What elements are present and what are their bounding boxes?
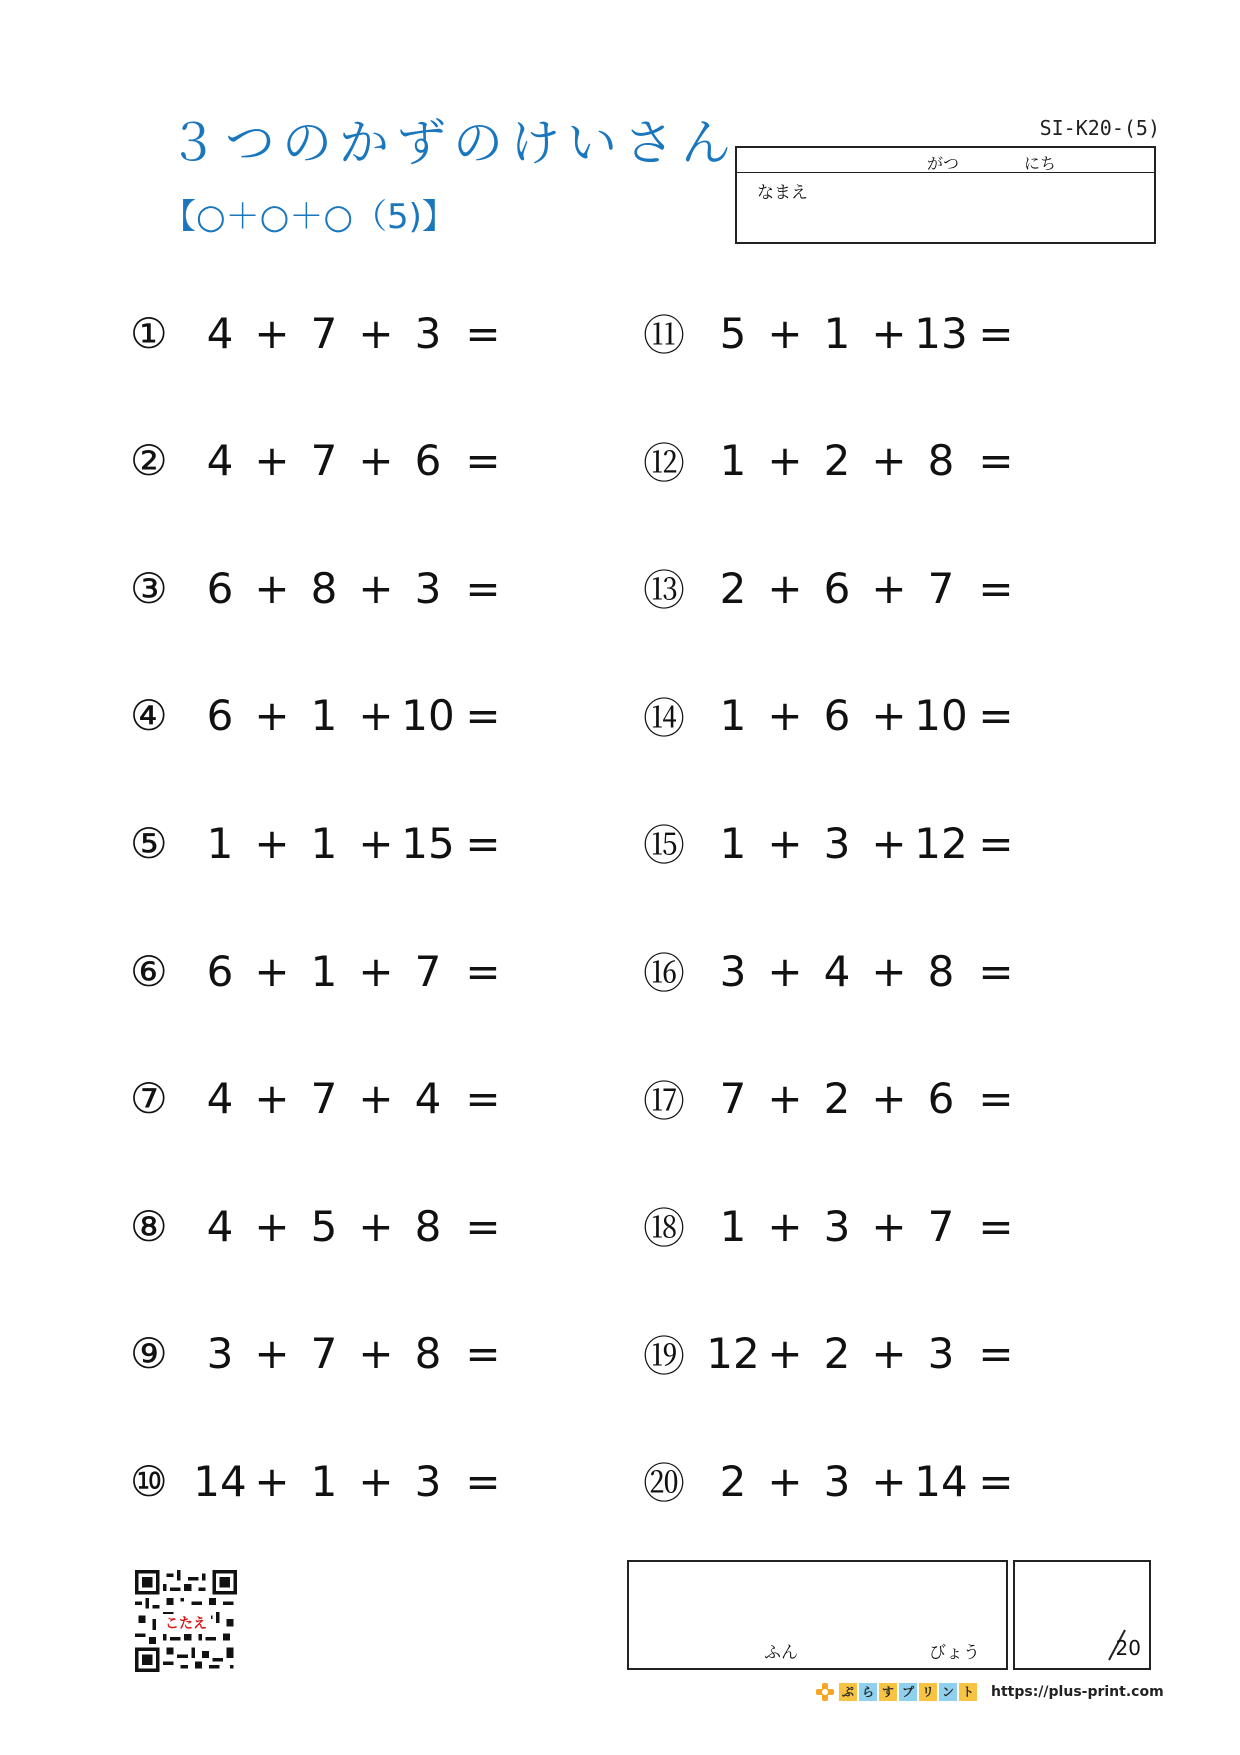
term-a: 7 (719, 1074, 747, 1124)
plus-sign: + (767, 1201, 803, 1251)
equals-sign: = (978, 1329, 1014, 1379)
month-label: がつ (927, 154, 960, 173)
plus-sign: + (358, 691, 394, 741)
term-c: 10 (401, 691, 455, 741)
plus-sign: + (767, 946, 803, 996)
term-c: 14 (914, 1456, 968, 1506)
term-a: 14 (193, 1456, 247, 1506)
minutes-label: ふん (764, 1643, 798, 1663)
term-b: 7 (310, 1074, 338, 1124)
term-a: 1 (719, 1201, 747, 1251)
term-a: 6 (206, 946, 234, 996)
worksheet-code: SI-K20-(5) (1039, 116, 1160, 140)
problem-number: ⑱ (643, 1204, 686, 1254)
brand-char: ト (959, 1683, 977, 1701)
term-b: 7 (310, 308, 338, 358)
plus-sign: + (871, 308, 907, 358)
plus-sign: + (358, 1074, 394, 1124)
problem-item (130, 1451, 508, 1511)
term-a: 6 (206, 563, 234, 613)
term-c: 3 (927, 1329, 955, 1379)
plus-sign: + (358, 563, 394, 613)
term-b: 1 (310, 946, 338, 996)
brand-char: ぷ (839, 1683, 857, 1701)
plus-sign: + (254, 1201, 290, 1251)
problem-number: ① (130, 308, 168, 358)
answer-qr-label: こたえ (161, 1614, 211, 1634)
equals-sign: = (465, 1074, 501, 1124)
term-a: 4 (206, 1201, 234, 1251)
problem-number: ⑲ (643, 1331, 686, 1381)
term-c: 4 (414, 1074, 442, 1124)
brand-char: ン (939, 1683, 957, 1701)
term-c: 13 (914, 308, 968, 358)
term-b: 3 (823, 1456, 851, 1506)
term-c: 8 (414, 1201, 442, 1251)
term-b: 2 (823, 1074, 851, 1124)
plus-sign: + (871, 1456, 907, 1506)
problem-item (643, 558, 1021, 618)
equals-sign: = (978, 436, 1014, 486)
term-c: 10 (914, 691, 968, 741)
plus-sign: + (254, 1329, 290, 1379)
problem-number: ⑪ (643, 311, 686, 360)
problem-item (643, 941, 1021, 1001)
term-a: 4 (206, 1074, 234, 1124)
equals-sign: = (978, 1456, 1014, 1506)
plus-sign: + (254, 691, 290, 741)
problem-item (130, 941, 508, 1001)
problem-item (130, 1069, 508, 1129)
plus-sign: + (358, 1201, 394, 1251)
term-a: 1 (206, 818, 234, 868)
equals-sign: = (465, 946, 501, 996)
term-c: 3 (414, 1456, 442, 1506)
term-c: 8 (927, 946, 955, 996)
term-b: 5 (310, 1201, 338, 1251)
term-b: 3 (823, 818, 851, 868)
problem-number: ⑥ (130, 946, 168, 996)
problem-item (130, 1324, 508, 1384)
plus-sign: + (871, 436, 907, 486)
term-c: 12 (914, 818, 968, 868)
plus-sign: + (871, 818, 907, 868)
problem-item (643, 431, 1021, 491)
term-b: 8 (310, 563, 338, 613)
problem-item (643, 1324, 1021, 1384)
problem-number: ⑰ (643, 1076, 686, 1126)
equals-sign: = (978, 1201, 1014, 1251)
term-b: 7 (310, 436, 338, 486)
equals-sign: = (465, 436, 501, 486)
term-a: 3 (719, 946, 747, 996)
equals-sign: = (465, 563, 501, 613)
worksheet-title: ３つのかずのけいさん (168, 114, 738, 172)
term-c: 8 (927, 436, 955, 486)
term-a: 4 (206, 308, 234, 358)
plus-sign: + (767, 308, 803, 358)
name-label: なまえ (757, 183, 808, 203)
equals-sign: = (978, 818, 1014, 868)
plus-sign: + (767, 1456, 803, 1506)
problem-item (643, 1451, 1021, 1511)
plus-sign: + (254, 1074, 290, 1124)
seconds-label: びょう (929, 1643, 980, 1663)
term-b: 2 (823, 1329, 851, 1379)
term-c: 6 (414, 436, 442, 486)
problem-item (130, 558, 508, 618)
term-c: 3 (414, 308, 442, 358)
term-a: 1 (719, 436, 747, 486)
plus-sign: + (254, 308, 290, 358)
problem-number: ⑯ (643, 949, 686, 998)
problem-number: ⑬ (643, 566, 686, 616)
worksheet-subtitle: 【○＋○＋○（5)】 (162, 197, 456, 237)
problem-number: ⑫ (643, 438, 686, 488)
score-box[interactable] (1013, 1560, 1151, 1670)
equals-sign: = (978, 563, 1014, 613)
footer (815, 1680, 1164, 1704)
term-c: 15 (401, 818, 455, 868)
brand-name (839, 1683, 977, 1701)
problem-item (130, 303, 508, 363)
score-total: 20 (1115, 1636, 1141, 1660)
equals-sign: = (978, 308, 1014, 358)
term-c: 6 (927, 1074, 955, 1124)
equals-sign: = (465, 1329, 501, 1379)
plus-sign: + (358, 436, 394, 486)
term-b: 6 (823, 563, 851, 613)
term-b: 6 (823, 691, 851, 741)
problem-number: ⑳ (643, 1459, 686, 1509)
term-a: 4 (206, 436, 234, 486)
problem-number: ⑦ (130, 1074, 168, 1124)
plus-sign: + (767, 436, 803, 486)
equals-sign: = (978, 946, 1014, 996)
problem-item (130, 431, 508, 491)
plus-sign: + (871, 563, 907, 613)
equals-sign: = (978, 691, 1014, 741)
brand-char: リ (919, 1683, 937, 1701)
term-c: 7 (927, 563, 955, 613)
plus-sign: + (767, 563, 803, 613)
term-a: 1 (719, 691, 747, 741)
problem-item (643, 1069, 1021, 1129)
term-b: 4 (823, 946, 851, 996)
plus-sign: + (871, 691, 907, 741)
term-c: 3 (414, 563, 442, 613)
problem-number: ⑭ (643, 693, 686, 743)
problem-number: ⑮ (643, 821, 686, 871)
name-date-box[interactable] (735, 146, 1156, 244)
brand-char: プ (899, 1683, 917, 1701)
plus-sign: + (254, 946, 290, 996)
plus-sign: + (254, 436, 290, 486)
plus-sign: + (358, 818, 394, 868)
equals-sign: = (465, 691, 501, 741)
equals-sign: = (465, 1456, 501, 1506)
equals-sign: = (465, 818, 501, 868)
term-a: 12 (706, 1329, 760, 1379)
equals-sign: = (978, 1074, 1014, 1124)
term-b: 1 (310, 691, 338, 741)
plus-sign: + (254, 563, 290, 613)
plus-sign: + (767, 691, 803, 741)
plus-sign: + (358, 1456, 394, 1506)
term-b: 7 (310, 1329, 338, 1379)
problem-item (130, 1196, 508, 1256)
site-url[interactable]: https://plus-print.com (991, 1684, 1164, 1700)
plus-print-logo-icon (815, 1682, 835, 1702)
term-a: 2 (719, 1456, 747, 1506)
term-b: 2 (823, 436, 851, 486)
term-c: 7 (927, 1201, 955, 1251)
time-record-box[interactable] (627, 1560, 1008, 1670)
plus-sign: + (871, 1329, 907, 1379)
term-c: 7 (414, 946, 442, 996)
brand-char: ら (859, 1683, 877, 1701)
problem-number: ③ (130, 563, 168, 613)
term-a: 6 (206, 691, 234, 741)
problem-number: ② (130, 436, 168, 486)
date-row (737, 148, 1154, 173)
term-a: 1 (719, 818, 747, 868)
plus-sign: + (358, 946, 394, 996)
term-b: 1 (310, 818, 338, 868)
plus-sign: + (871, 1201, 907, 1251)
problem-number: ⑨ (130, 1329, 168, 1379)
plus-sign: + (871, 1074, 907, 1124)
problem-item (643, 686, 1021, 746)
problem-item (643, 1196, 1021, 1256)
equals-sign: = (465, 308, 501, 358)
day-label: にち (1024, 154, 1057, 173)
problem-number: ⑩ (130, 1456, 168, 1506)
plus-sign: + (254, 818, 290, 868)
term-a: 3 (206, 1329, 234, 1379)
plus-sign: + (767, 818, 803, 868)
term-c: 8 (414, 1329, 442, 1379)
plus-sign: + (767, 1074, 803, 1124)
problem-item (643, 303, 1021, 363)
problem-item (643, 813, 1021, 873)
term-b: 3 (823, 1201, 851, 1251)
plus-sign: + (254, 1456, 290, 1506)
brand-char: す (879, 1683, 897, 1701)
plus-sign: + (358, 308, 394, 358)
term-b: 1 (823, 308, 851, 358)
problem-number: ⑧ (130, 1201, 168, 1251)
problem-item (130, 813, 508, 873)
problem-item (130, 686, 508, 746)
problem-number: ④ (130, 691, 168, 741)
problem-number: ⑤ (130, 818, 168, 868)
term-a: 2 (719, 563, 747, 613)
plus-sign: + (767, 1329, 803, 1379)
term-b: 1 (310, 1456, 338, 1506)
plus-sign: + (358, 1329, 394, 1379)
plus-sign: + (871, 946, 907, 996)
term-a: 5 (719, 308, 747, 358)
equals-sign: = (465, 1201, 501, 1251)
